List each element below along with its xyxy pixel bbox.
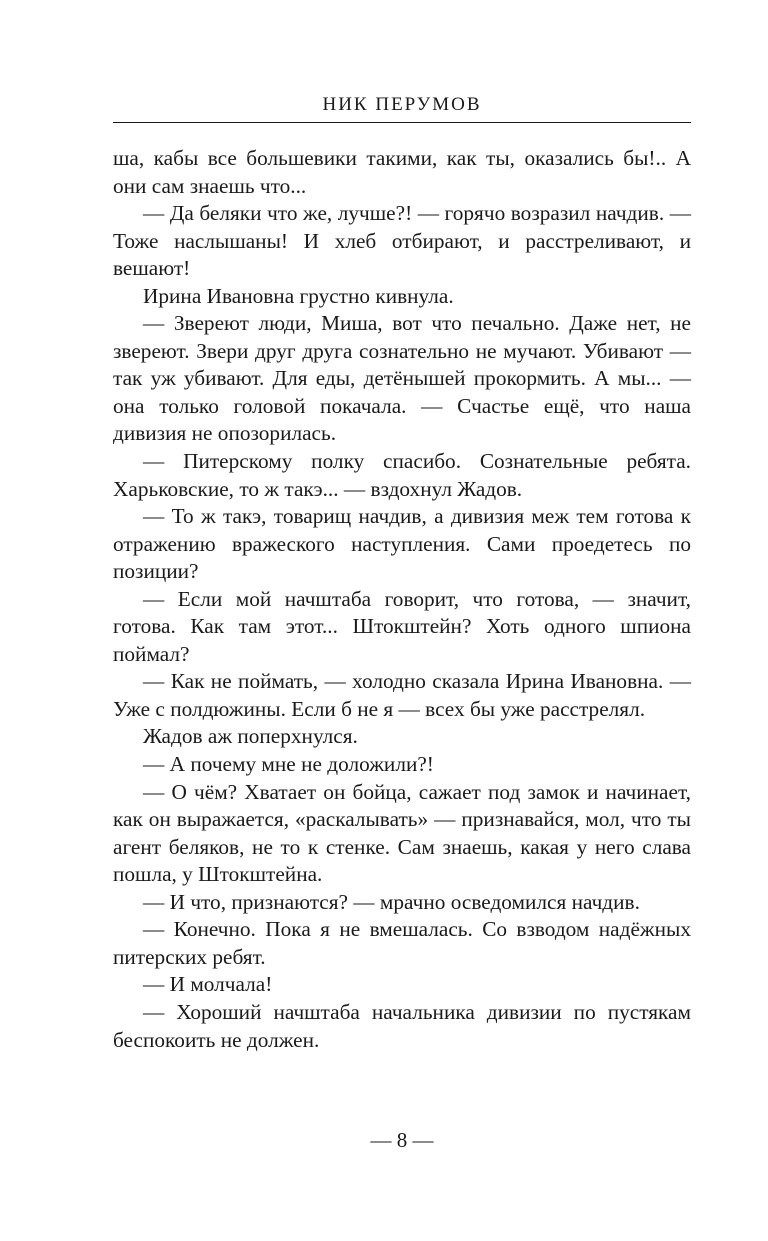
paragraph: — О чём? Хватает он бойца, сажает под замок и начинает, как он выражается, «раскалывать» — признавайся, мол, что ты агент беляков, не то к стенке. Сам знаешь, какая у него слава пошла, у Штокштейна. [113,779,691,887]
body-text [113,145,691,1054]
paragraph: — Хороший начштаба начальника дивизии по пустякам беспокоить не должен. [113,999,691,1052]
paragraph: ша, кабы все большевики такими, как ты, оказались бы!.. А они сам знаешь что... [113,146,691,198]
paragraph: Жадов аж поперхнулся. [143,724,358,749]
paragraph: — А почему мне не доложили?! [143,752,434,777]
paragraph: — Питерскому полку спасибо. Сознательные ребята. Харьковские, то ж такэ... — вздохнул Жадов. [113,449,691,501]
paragraph: — Конечно. Пока я не вмешалась. Со взводом надёжных питерских ребят. [113,917,691,969]
paragraph: — И что, признаются? — мрачно осведомился начдив. [143,889,640,914]
paragraph: Ирина Ивановна грустно кивнула. [143,283,454,308]
page-number: — 8 — [370,1128,434,1152]
paragraph: — Да беляки что же, лучше?! — горячо возразил начдив. — Тоже наслышаны! И хлеб отбирают, и расстреливают, и вешают! [113,201,691,281]
running-title: НИК ПЕРУМОВ [322,94,482,115]
paragraph: — Если мой начштаба говорит, что готова, — значит, готова. Как там этот... Штокштейн? Хоть одного шпиона поймал? [113,586,691,666]
paragraph: — Как не поймать, — холодно сказала Ирина Ивановна. — Уже с полдюжины. Если б не я — всех бы уже расстрелял. [113,669,691,721]
header-rule [113,122,691,123]
book-page [113,0,691,1241]
paragraph: — И молчала! [143,972,273,997]
paragraph: — То ж такэ, товарищ начдив, а дивизия меж тем готова к отражению вражеского наступления. Сами проедетесь по позиции? [113,504,691,584]
paragraph: — Звереют люди, Миша, вот что печально. Даже нет, не звереют. Звери друг друга сознательно не мучают. Убивают — так уж убивают. Для еды, детёнышей прокормить. А мы... — она только головой покачала. — Счастье ещё, что наша дивизия не опозорилась. [113,311,691,446]
